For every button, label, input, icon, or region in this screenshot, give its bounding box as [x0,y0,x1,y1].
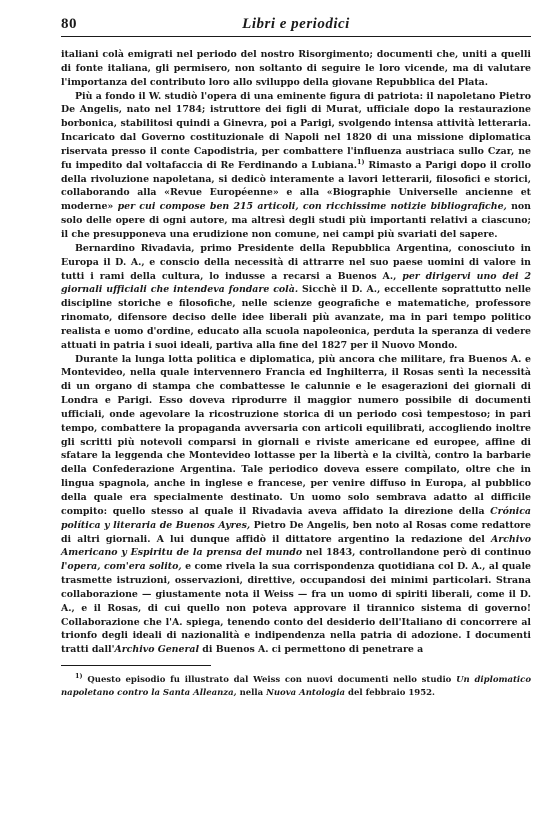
paragraph-1 [61,48,531,90]
footnote-text: Questo episodio fu illustrato dal Weiss con nuovi documenti nello studio [82,675,457,686]
body-text [61,48,531,657]
italic-text: Archivo General [114,644,200,656]
italic-text: Archivo Americano y Espiritu de la prensa del mundo [61,533,531,559]
footnote-text: nella [236,687,267,698]
paragraph-text: nel 1843, controllandone però di continuo [302,547,532,559]
paragraph-2 [61,90,531,242]
footnote-italic: Un diplomatico napoletano contro la Santa Alleanza, [61,675,531,698]
page-number: 80 [61,16,77,32]
page-header [61,16,531,37]
paragraph-text: italiani colà emigrati nel periodo del nostro Risorgimento; documenti che, uniti a quelli di fonte italiana, gli permisero, non soltanto di seguire le loro vicende, ma di valutare l'importanza del contributo loro allo sviluppo della giovane Repubblica del Plata. [61,49,531,88]
running-title: Libri e periodici [242,16,350,32]
italic-text: per dirigervi uno dei 2 giornali ufficiali che intendeva fondare colà. [61,270,532,296]
italic-text: per cui compose ben 215 articoli, con ricchissime notizie bibliografiche, [117,201,507,213]
paragraph-text: non solo delle opere di ogni autore, ma altresì degli studi più importanti relativi a ciascuno; il che presupponeva una erudizione non comune, nei campi più svariati del sapere. [61,201,531,240]
paragraph-text: Rimasto a Parigi dopo il crollo della rivoluzione napoletana, si dedicò interamente a lavori letterarii, filosofici e storici, collaborando alla «Revue Européenne» e alla «Biographie Universelle ancienne et moderne» [61,159,531,213]
paragraph-text: Pietro De Angelis, ben noto al Rosas come redattore di altri giornali. A lui dunque affidò il dittatore argentino la redazione del [61,519,531,545]
paragraph-text: Sicchè il D. A., eccellente soprattutto nelle discipline storiche e filosofiche, nelle scienze geografiche e matematiche, professore rinomato, difensore deciso delle idee liberali più avanzate, ma in pari tempo politico realista e uomo d'ordine, educato alla scuola napoleonica, perduta la speranza di vedere attuati in patria i suoi ideali, partiva alla fine del 1827 per il Nuovo Mondo. [61,284,531,351]
paragraph-text: Più a fondo il W. studiò l'opera di una eminente figura di patriota: il napoletano Pietro De Angelis, nato nel 1784; istruttore dei figli di Murat, ufficiale dopo la restaurazione borbonica, stabilitosi quindi a Ginevra, poi a Parigi, svolgendo intensa attività letteraria. Incaricato dal Governo costituzionale di Napoli nel 1820 di una missione diplomatica riservata presso il conte Capodistria, per combattere l'influenza austriaca sullo Czar, ne fu impedito dal voltafaccia di Re Ferdinando a Lubiana. [61,90,531,171]
footnote-reference: 1) [357,157,365,166]
paragraph-text: Durante la lunga lotta politica e diplomatica, più ancora che militare, fra Buenos A. e Montevideo, nella quale intervennero Francia ed Inghilterra, il Rosas sentì la necessità di un organo di stampa che combattesse le calunnie e le esagerazioni dei giornali di Londra e Parigi. Esso doveva riprodurre il maggior numero possibile di documenti ufficiali, onde agevolare la ricostruzione storica di un periodo così tempestoso; in pari tempo, combattere la propaganda avversaria con articoli equilibrati, accogliendo inoltre gli scritti più notevoli comparsi in giornali e riviste americane ed europee, affine di sfatare la leggenda che Montevideo lottasse per la libertà e la civiltà, contro la barbarie della Confederazione Argentina. Tale periodico doveva essere compilato, oltre che in lingua spagnola, anche in inglese e francese, per venire diffuso in Europa, al pubblico della quale era specialmente destinato. Un uomo solo sembrava adatto al difficile compito: quello stesso al quale il Rivadavia aveva affidato la direzione della [61,353,531,517]
italic-text: l'opera, com'era solito, [61,561,182,573]
paragraph-text: e come rivela la sua corrispondenza quotidiana col D. A., al quale trasmette istruzioni, osservazioni, direttive, occupandosi dei minimi particolari. Strana collaborazione — giustamente nota il Weiss — fra un uomo di spiriti liberali, come il D. A., e il Rosas, di cui quello non poteva approvare il tirannico sistema di governo! Collaborazione che l'A. spiega, tenendo conto del desiderio dell'Italiano di concorrere al trionfo degli ideali di nazionalità e indipendenza nella patria di adozione. I documenti tratti dall' [61,561,531,656]
paragraph-text: di Buenos A. ci permettono di penetrare a [199,644,424,656]
footnote-divider [61,665,211,666]
paragraph-4 [61,353,531,658]
book-page [61,16,531,699]
footnote-italic: Nuova Antologia [266,687,346,698]
paragraph-3 [61,242,531,353]
paragraph-text: Bernardino Rivadavia, primo Presidente della Repubblica Argentina, conosciuto in Europa il D. A., e conscio della necessità di attrarre nel suo paese uomini di valore in tutti i rami della cultura, lo indusse a recarsi a Buenos A., [61,242,531,282]
italic-text: Crónica política y literaria de Buenos Ayres, [61,505,531,531]
footnote-marker: 1) [75,672,83,681]
footnote [61,674,531,699]
footnote-text: del febbraio 1952. [345,687,435,698]
